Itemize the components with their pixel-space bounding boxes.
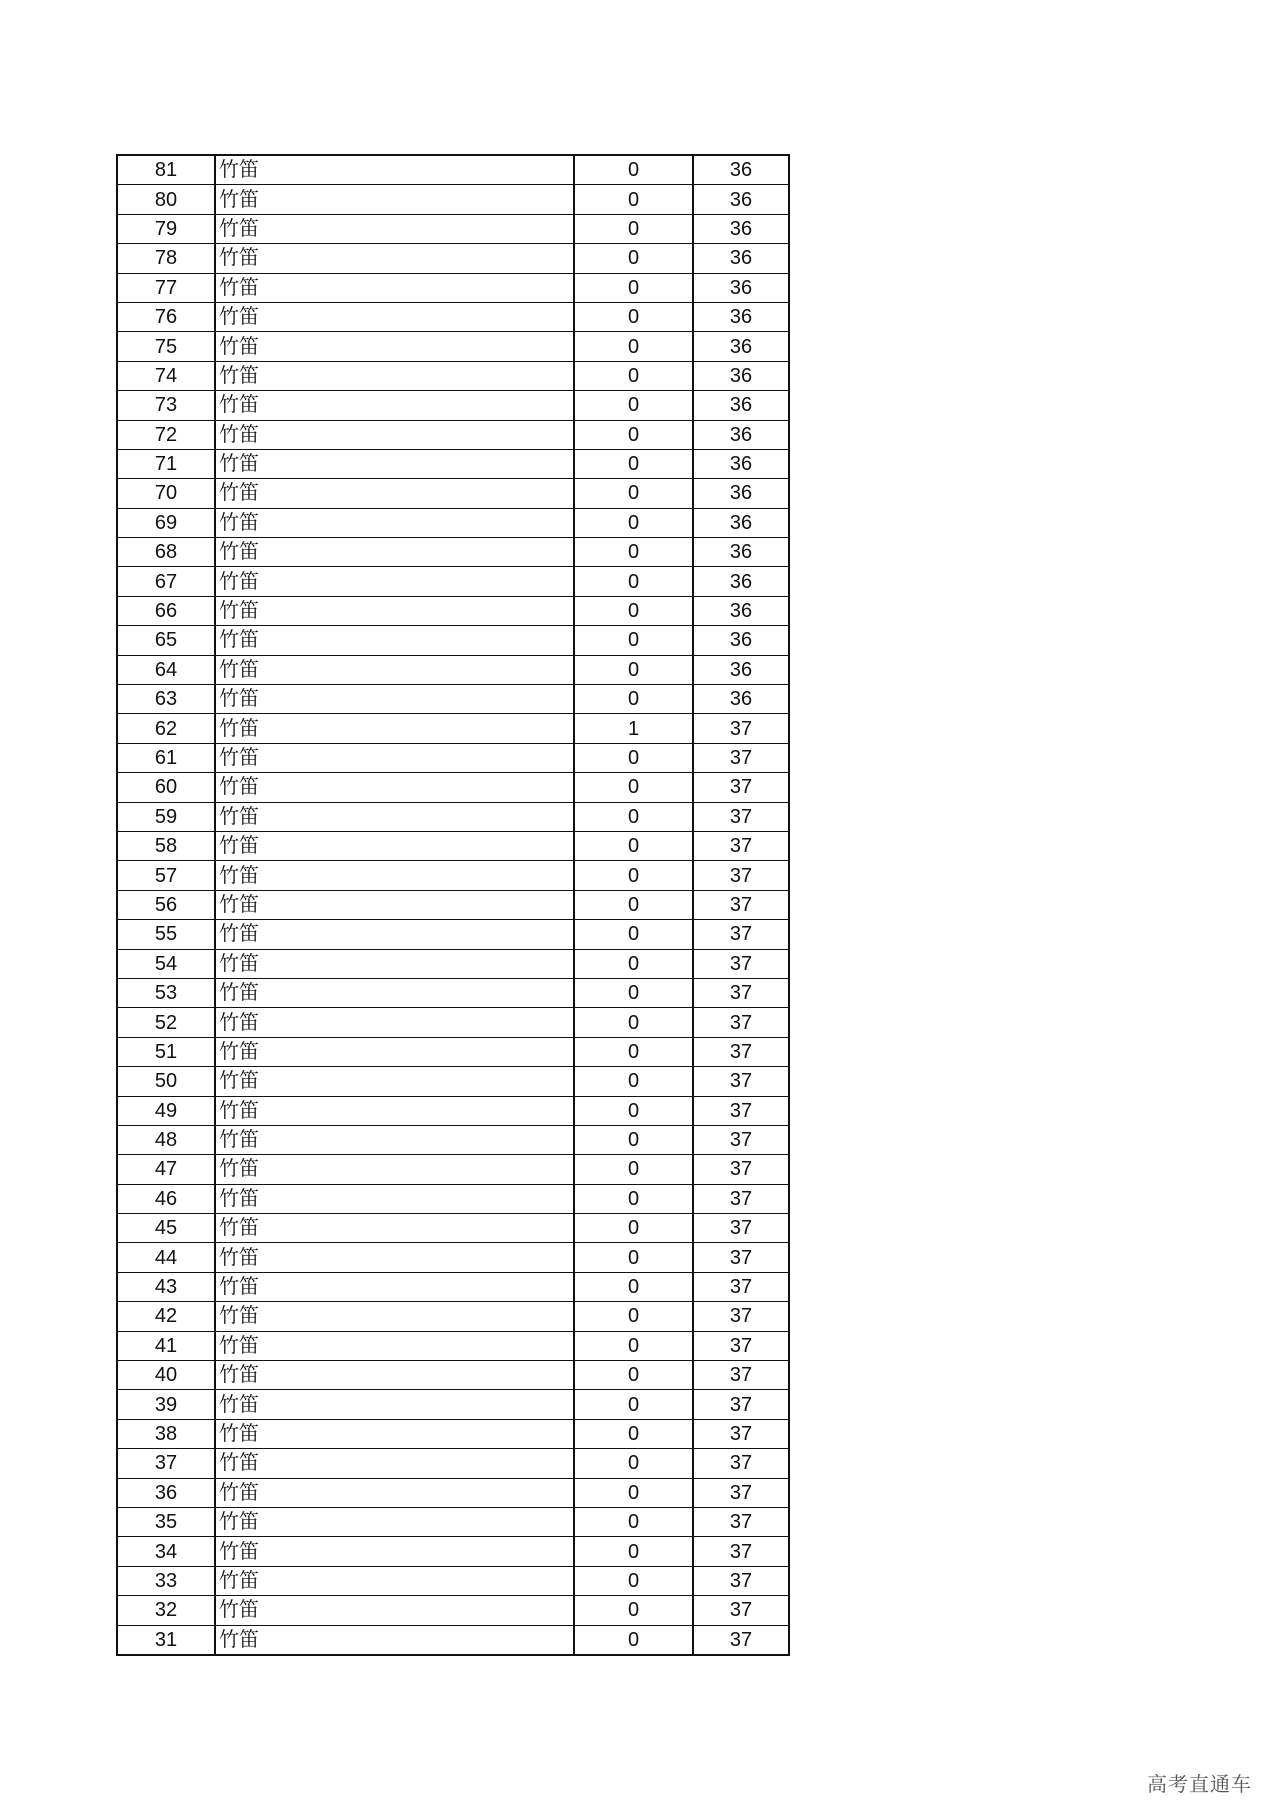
subject-cell: 竹笛 <box>215 920 574 949</box>
count-cell: 0 <box>574 1449 693 1478</box>
cumulative-cell: 36 <box>693 361 789 390</box>
count-cell: 1 <box>574 714 693 743</box>
count-cell: 0 <box>574 1625 693 1655</box>
subject-cell: 竹笛 <box>215 626 574 655</box>
subject-cell: 竹笛 <box>215 743 574 772</box>
subject-cell: 竹笛 <box>215 949 574 978</box>
count-cell: 0 <box>574 155 693 185</box>
score-cell: 47 <box>117 1155 215 1184</box>
table-row <box>117 890 789 919</box>
cumulative-cell: 37 <box>693 1449 789 1478</box>
score-cell: 53 <box>117 978 215 1007</box>
score-cell: 51 <box>117 1037 215 1066</box>
subject-cell: 竹笛 <box>215 302 574 331</box>
score-cell: 34 <box>117 1537 215 1566</box>
score-cell: 31 <box>117 1625 215 1655</box>
count-cell: 0 <box>574 920 693 949</box>
cumulative-cell: 37 <box>693 1037 789 1066</box>
table-row <box>117 361 789 390</box>
count-cell: 0 <box>574 1184 693 1213</box>
subject-cell: 竹笛 <box>215 1125 574 1154</box>
cumulative-cell: 37 <box>693 1155 789 1184</box>
count-cell: 0 <box>574 1390 693 1419</box>
score-table <box>116 154 790 1656</box>
table-row <box>117 1214 789 1243</box>
score-cell: 54 <box>117 949 215 978</box>
score-cell: 76 <box>117 302 215 331</box>
cumulative-cell: 37 <box>693 1507 789 1536</box>
table-row <box>117 391 789 420</box>
count-cell: 0 <box>574 1566 693 1595</box>
count-cell: 0 <box>574 1272 693 1301</box>
table-row <box>117 538 789 567</box>
cumulative-cell: 36 <box>693 538 789 567</box>
cumulative-cell: 37 <box>693 1537 789 1566</box>
score-cell: 56 <box>117 890 215 919</box>
table-row <box>117 1155 789 1184</box>
count-cell: 0 <box>574 743 693 772</box>
subject-cell: 竹笛 <box>215 596 574 625</box>
subject-cell: 竹笛 <box>215 361 574 390</box>
subject-cell: 竹笛 <box>215 890 574 919</box>
cumulative-cell: 36 <box>693 685 789 714</box>
score-cell: 80 <box>117 185 215 214</box>
subject-cell: 竹笛 <box>215 214 574 243</box>
cumulative-cell: 37 <box>693 1302 789 1331</box>
score-cell: 45 <box>117 1214 215 1243</box>
score-cell: 42 <box>117 1302 215 1331</box>
table-row <box>117 1596 789 1625</box>
score-cell: 69 <box>117 508 215 537</box>
score-cell: 64 <box>117 655 215 684</box>
count-cell: 0 <box>574 890 693 919</box>
table-row <box>117 214 789 243</box>
subject-cell: 竹笛 <box>215 391 574 420</box>
subject-cell: 竹笛 <box>215 1067 574 1096</box>
count-cell: 0 <box>574 479 693 508</box>
table-row <box>117 1361 789 1390</box>
count-cell: 0 <box>574 302 693 331</box>
table-row <box>117 861 789 890</box>
score-cell: 61 <box>117 743 215 772</box>
subject-cell: 竹笛 <box>215 1449 574 1478</box>
score-cell: 77 <box>117 273 215 302</box>
table-row <box>117 802 789 831</box>
score-cell: 58 <box>117 831 215 860</box>
count-cell: 0 <box>574 332 693 361</box>
subject-cell: 竹笛 <box>215 1390 574 1419</box>
cumulative-cell: 37 <box>693 1008 789 1037</box>
table-row <box>117 1566 789 1595</box>
table-row <box>117 155 789 185</box>
cumulative-cell: 36 <box>693 420 789 449</box>
cumulative-cell: 36 <box>693 567 789 596</box>
count-cell: 0 <box>574 185 693 214</box>
score-cell: 48 <box>117 1125 215 1154</box>
table-row <box>117 1537 789 1566</box>
score-cell: 50 <box>117 1067 215 1096</box>
subject-cell: 竹笛 <box>215 479 574 508</box>
score-cell: 55 <box>117 920 215 949</box>
cumulative-cell: 37 <box>693 831 789 860</box>
score-cell: 79 <box>117 214 215 243</box>
table-row <box>117 1096 789 1125</box>
subject-cell: 竹笛 <box>215 538 574 567</box>
cumulative-cell: 36 <box>693 626 789 655</box>
score-cell: 52 <box>117 1008 215 1037</box>
table-row <box>117 831 789 860</box>
count-cell: 0 <box>574 1037 693 1066</box>
count-cell: 0 <box>574 1478 693 1507</box>
score-cell: 70 <box>117 479 215 508</box>
subject-cell: 竹笛 <box>215 831 574 860</box>
score-cell: 75 <box>117 332 215 361</box>
cumulative-cell: 37 <box>693 1596 789 1625</box>
table-row <box>117 1067 789 1096</box>
count-cell: 0 <box>574 361 693 390</box>
score-cell: 72 <box>117 420 215 449</box>
subject-cell: 竹笛 <box>215 655 574 684</box>
count-cell: 0 <box>574 802 693 831</box>
count-cell: 0 <box>574 420 693 449</box>
count-cell: 0 <box>574 1155 693 1184</box>
subject-cell: 竹笛 <box>215 802 574 831</box>
count-cell: 0 <box>574 626 693 655</box>
subject-cell: 竹笛 <box>215 1361 574 1390</box>
score-cell: 41 <box>117 1331 215 1360</box>
score-cell: 36 <box>117 1478 215 1507</box>
subject-cell: 竹笛 <box>215 273 574 302</box>
cumulative-cell: 37 <box>693 1214 789 1243</box>
score-cell: 62 <box>117 714 215 743</box>
cumulative-cell: 37 <box>693 802 789 831</box>
table-row <box>117 773 789 802</box>
score-cell: 74 <box>117 361 215 390</box>
cumulative-cell: 36 <box>693 391 789 420</box>
cumulative-cell: 36 <box>693 655 789 684</box>
watermark: 高考直通车 <box>1147 1774 1252 1796</box>
subject-cell: 竹笛 <box>215 1243 574 1272</box>
score-cell: 32 <box>117 1596 215 1625</box>
subject-cell: 竹笛 <box>215 1096 574 1125</box>
count-cell: 0 <box>574 567 693 596</box>
score-cell: 33 <box>117 1566 215 1595</box>
table-row <box>117 1419 789 1448</box>
table-row <box>117 1008 789 1037</box>
cumulative-cell: 37 <box>693 1243 789 1272</box>
subject-cell: 竹笛 <box>215 1214 574 1243</box>
table-row <box>117 479 789 508</box>
score-cell: 38 <box>117 1419 215 1448</box>
cumulative-cell: 37 <box>693 1390 789 1419</box>
cumulative-cell: 37 <box>693 1096 789 1125</box>
table-row <box>117 185 789 214</box>
subject-cell: 竹笛 <box>215 1272 574 1301</box>
subject-cell: 竹笛 <box>215 185 574 214</box>
table-row <box>117 685 789 714</box>
count-cell: 0 <box>574 1419 693 1448</box>
cumulative-cell: 36 <box>693 155 789 185</box>
score-cell: 35 <box>117 1507 215 1536</box>
table-row <box>117 1478 789 1507</box>
subject-cell: 竹笛 <box>215 773 574 802</box>
cumulative-cell: 36 <box>693 302 789 331</box>
count-cell: 0 <box>574 1008 693 1037</box>
cumulative-cell: 37 <box>693 949 789 978</box>
cumulative-cell: 37 <box>693 890 789 919</box>
count-cell: 0 <box>574 596 693 625</box>
subject-cell: 竹笛 <box>215 1037 574 1066</box>
cumulative-cell: 37 <box>693 1067 789 1096</box>
count-cell: 0 <box>574 1214 693 1243</box>
table-row <box>117 332 789 361</box>
count-cell: 0 <box>574 538 693 567</box>
subject-cell: 竹笛 <box>215 1566 574 1595</box>
subject-cell: 竹笛 <box>215 1478 574 1507</box>
cumulative-cell: 37 <box>693 1361 789 1390</box>
subject-cell: 竹笛 <box>215 1008 574 1037</box>
subject-cell: 竹笛 <box>215 1625 574 1655</box>
count-cell: 0 <box>574 655 693 684</box>
table-row <box>117 1507 789 1536</box>
subject-cell: 竹笛 <box>215 1155 574 1184</box>
table-row <box>117 1125 789 1154</box>
table-row <box>117 244 789 273</box>
table-row <box>117 1625 789 1655</box>
table-row <box>117 1331 789 1360</box>
cumulative-cell: 37 <box>693 1331 789 1360</box>
score-cell: 59 <box>117 802 215 831</box>
subject-cell: 竹笛 <box>215 861 574 890</box>
score-cell: 65 <box>117 626 215 655</box>
count-cell: 0 <box>574 1096 693 1125</box>
count-cell: 0 <box>574 1537 693 1566</box>
cumulative-cell: 36 <box>693 479 789 508</box>
count-cell: 0 <box>574 831 693 860</box>
score-cell: 60 <box>117 773 215 802</box>
score-cell: 39 <box>117 1390 215 1419</box>
cumulative-cell: 36 <box>693 244 789 273</box>
count-cell: 0 <box>574 1243 693 1272</box>
count-cell: 0 <box>574 685 693 714</box>
subject-cell: 竹笛 <box>215 714 574 743</box>
count-cell: 0 <box>574 978 693 1007</box>
subject-cell: 竹笛 <box>215 508 574 537</box>
score-cell: 63 <box>117 685 215 714</box>
table-row <box>117 1243 789 1272</box>
cumulative-cell: 37 <box>693 743 789 772</box>
count-cell: 0 <box>574 244 693 273</box>
cumulative-cell: 37 <box>693 978 789 1007</box>
count-cell: 0 <box>574 773 693 802</box>
table-row <box>117 1390 789 1419</box>
subject-cell: 竹笛 <box>215 449 574 478</box>
count-cell: 0 <box>574 391 693 420</box>
score-cell: 37 <box>117 1449 215 1478</box>
score-cell: 44 <box>117 1243 215 1272</box>
table-row <box>117 449 789 478</box>
table-row <box>117 508 789 537</box>
cumulative-cell: 36 <box>693 332 789 361</box>
subject-cell: 竹笛 <box>215 332 574 361</box>
table-row <box>117 655 789 684</box>
table-row <box>117 920 789 949</box>
cumulative-cell: 37 <box>693 1184 789 1213</box>
table-row <box>117 1037 789 1066</box>
score-cell: 43 <box>117 1272 215 1301</box>
count-cell: 0 <box>574 1507 693 1536</box>
table-row <box>117 949 789 978</box>
table-row <box>117 1302 789 1331</box>
count-cell: 0 <box>574 508 693 537</box>
table-row <box>117 273 789 302</box>
cumulative-cell: 37 <box>693 920 789 949</box>
cumulative-cell: 37 <box>693 714 789 743</box>
table-row <box>117 743 789 772</box>
cumulative-cell: 37 <box>693 1272 789 1301</box>
score-cell: 73 <box>117 391 215 420</box>
count-cell: 0 <box>574 214 693 243</box>
subject-cell: 竹笛 <box>215 1331 574 1360</box>
cumulative-cell: 36 <box>693 508 789 537</box>
score-cell: 49 <box>117 1096 215 1125</box>
subject-cell: 竹笛 <box>215 1537 574 1566</box>
subject-cell: 竹笛 <box>215 1596 574 1625</box>
count-cell: 0 <box>574 949 693 978</box>
score-cell: 40 <box>117 1361 215 1390</box>
score-cell: 57 <box>117 861 215 890</box>
subject-cell: 竹笛 <box>215 1419 574 1448</box>
cumulative-cell: 37 <box>693 861 789 890</box>
table-row <box>117 626 789 655</box>
subject-cell: 竹笛 <box>215 244 574 273</box>
cumulative-cell: 37 <box>693 1478 789 1507</box>
count-cell: 0 <box>574 861 693 890</box>
cumulative-cell: 36 <box>693 214 789 243</box>
cumulative-cell: 37 <box>693 1566 789 1595</box>
subject-cell: 竹笛 <box>215 1184 574 1213</box>
score-cell: 81 <box>117 155 215 185</box>
subject-cell: 竹笛 <box>215 978 574 1007</box>
count-cell: 0 <box>574 1067 693 1096</box>
cumulative-cell: 37 <box>693 1625 789 1655</box>
subject-cell: 竹笛 <box>215 155 574 185</box>
table-row <box>117 978 789 1007</box>
count-cell: 0 <box>574 1361 693 1390</box>
score-cell: 67 <box>117 567 215 596</box>
score-table-body <box>117 155 789 1655</box>
count-cell: 0 <box>574 1331 693 1360</box>
table-row <box>117 1272 789 1301</box>
score-cell: 71 <box>117 449 215 478</box>
score-cell: 78 <box>117 244 215 273</box>
cumulative-cell: 37 <box>693 773 789 802</box>
table-row <box>117 596 789 625</box>
count-cell: 0 <box>574 1125 693 1154</box>
score-cell: 46 <box>117 1184 215 1213</box>
table-row <box>117 420 789 449</box>
cumulative-cell: 36 <box>693 273 789 302</box>
subject-cell: 竹笛 <box>215 1507 574 1536</box>
table-row <box>117 302 789 331</box>
cumulative-cell: 36 <box>693 449 789 478</box>
cumulative-cell: 37 <box>693 1125 789 1154</box>
cumulative-cell: 37 <box>693 1419 789 1448</box>
subject-cell: 竹笛 <box>215 1302 574 1331</box>
subject-cell: 竹笛 <box>215 685 574 714</box>
count-cell: 0 <box>574 1596 693 1625</box>
count-cell: 0 <box>574 449 693 478</box>
table-row <box>117 714 789 743</box>
table-row <box>117 1184 789 1213</box>
count-cell: 0 <box>574 1302 693 1331</box>
count-cell: 0 <box>574 273 693 302</box>
score-cell: 68 <box>117 538 215 567</box>
table-row <box>117 567 789 596</box>
cumulative-cell: 36 <box>693 596 789 625</box>
score-cell: 66 <box>117 596 215 625</box>
subject-cell: 竹笛 <box>215 567 574 596</box>
table-row <box>117 1449 789 1478</box>
subject-cell: 竹笛 <box>215 420 574 449</box>
cumulative-cell: 36 <box>693 185 789 214</box>
